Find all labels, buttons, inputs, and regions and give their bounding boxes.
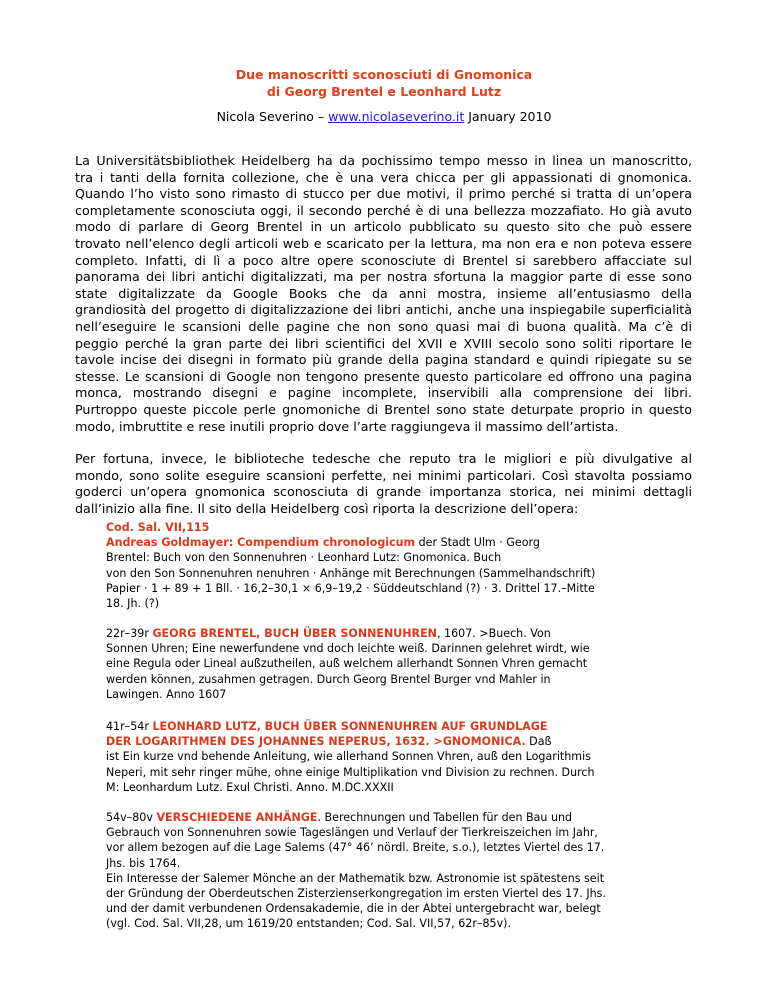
entry-line: von den Son Sonnenuhren nenuhren · Anhänge mit Berechnungen (Sammelhandschrift)	[106, 566, 596, 580]
entry-line: ist Ein kurze vnd behende Anleitung, wie allerhand Sonnen Vhren, auß den Logarithmis	[106, 750, 591, 764]
section-heading: VERSCHIEDENE ANHÄNGE	[156, 811, 318, 824]
paragraph-line: peggio perché la gran parte dei libri scientifici del XVII e XVIII secolo sono soliti riportare le	[75, 335, 692, 351]
entry-line: werden können, zusahmen getragen. Durch Georg Brentel Burger vnd Mahler in	[106, 672, 551, 686]
entry-line: Neperi, mit sehr ringer mühe, ohne einige Multiplikation vnd Division zu rechnen. Durch	[106, 765, 595, 779]
document-title-line-2: di Georg Brentel e Leonhard Lutz	[266, 84, 502, 99]
paragraph-line: panorama dei libri antichi digitalizzati, ma per nostra sfortuna la maggior parte di esse sono	[75, 269, 692, 285]
catalog-entry-header	[106, 520, 706, 611]
catalog-entry-lutz	[106, 719, 706, 795]
author-name: Nicola Severino –	[216, 109, 329, 124]
paragraph-line: monca, mostrando disegni e pagine incomplete, inservibili alla comprensione dei libri.	[75, 385, 692, 401]
entry-heading-line	[106, 626, 706, 641]
entry-line: Gebrauch von Sonnenuhren sowie Tageslängen und Verlauf der Tierkreiszeichen im Jahr,	[106, 826, 598, 840]
entry-title-line	[106, 535, 706, 550]
entry-line: vor allem bezogen auf die Lage Salems (47° 46’ nördl. Breite, s.o.), letztes Viertel des 17.	[106, 841, 605, 855]
website-link[interactable]: www.nicolaseverino.it	[328, 109, 465, 124]
paragraph-line: tavole incise dei disegni in formato più grande della pagina standard e quindi ripiegate su se	[75, 352, 692, 368]
paragraph-line: modo, imbruttite e rese inutili proprio dove l’arte raggiungeva il massimo dell’artista.	[75, 418, 619, 434]
entry-line: der Gründung der Oberdeutschen Zisterzienserkongregation im ersten Viertel des 17. Jhs.	[106, 887, 606, 901]
entry-line: Sonnen Uhren; Eine newerfundene vnd doch leichte weiß. Darinnen gelehret wirdt, wie	[106, 642, 590, 656]
paragraph-line: completamente sconosciuta oggi, il secondo perché è di una bellezza mozzafiato. Ho già avuto	[75, 202, 692, 218]
entry-heading-line	[106, 734, 706, 749]
paragraph-line: tra i tanti della fornita collezione, che è una vera chicca per gli appassionati di gnomonica.	[75, 169, 692, 185]
section-heading-rest: . Berechnungen und Tabellen für den Bau und	[317, 811, 573, 824]
paragraph-line: stesse. Le scansioni di Google non tengono presente questo particolare ed offrono una pagina	[75, 368, 692, 384]
intro-paragraph	[75, 153, 692, 435]
paragraph-line: grandiosità del progetto di digitalizzazione dei libri antichi, anche una inspiegabile superficialità	[75, 302, 692, 318]
paragraph-line: state digitalizzate da Google Books che da anni mostra, insieme all’entusiasmo della	[75, 285, 692, 301]
entry-line: Ein Interesse der Salemer Mönche an der Mathematik bzw. Astronomie ist spätestens seit	[106, 871, 605, 885]
entry-line: Lawingen. Anno 1607	[106, 687, 227, 701]
paragraph-line: trovato nell’elenco degli articoli web e scaricato per la lettura, ma non era e non poteva essere	[75, 235, 692, 251]
paragraph-line: Quando l’ho visto sono rimasto di stucco per due motivi, il primo perché si tratta di un’opera	[75, 186, 692, 202]
entry-line: Papier · 1 + 89 + 1 Bll. · 16,2–30,1 × 6,9–19,2 · Süddeutschland (?) · 3. Drittel 17.–Mitte	[106, 581, 595, 595]
entry-line: und der damit verbundenen Ordensakademie, die in der Abtei untergebracht war, belegt	[106, 902, 601, 916]
folio-range: 41r–54r	[106, 720, 153, 733]
paragraph-line: goderci un’opera gnomonica sconosciuta di grande importanza storica, nei minimi dettagli	[75, 484, 692, 500]
section-heading-cont: DER LOGARITHMEN DES JOHANNES NEPERUS, 1632. >GNOMONICA.	[106, 735, 526, 749]
entry-line: Brentel: Buch von den Sonnenuhren · Leonhard Lutz: Gnomonica. Buch	[106, 551, 502, 565]
shelfmark: Cod. Sal. VII,115	[106, 521, 210, 534]
section-heading-rest: , 1607. >Buech. Von	[436, 627, 551, 640]
catalog-entry-appendices	[106, 810, 706, 932]
paragraph-line: mondo, sono solite eseguire scansioni perfette, nei minimi particolari. Così stavolta possiamo	[75, 467, 692, 483]
section-heading: LEONHARD LUTZ, BUCH ÜBER SONNENUHREN AUF GRUNDLAGE	[152, 720, 548, 733]
document-title-line-1: Due manoscritti sconosciuti di Gnomonica	[235, 67, 533, 82]
paragraph-line: dall’inizio alla fine. Il sito della Heidelberg così riporta la descrizione dell’opera:	[75, 500, 579, 516]
paragraph-line: modo di parlare di Georg Brentel in un articolo pubblicato su questo sito che può essere	[75, 219, 692, 235]
paragraph-line: completo. Infatti, di lì a poco altre opere sconosciute di Brentel si sarebbero affacciate sul	[75, 252, 692, 268]
entry-heading-line	[106, 810, 706, 825]
paragraph-line: Per fortuna, invece, le biblioteche tedesche che reputo tra le migliori e più divulgative al	[75, 451, 692, 466]
catalog-entry-brentel	[106, 626, 706, 702]
entry-line: eine Regula oder Lineal außzutheilen, auß welchem allerhandt Sonnen Vhren gemacht	[106, 657, 588, 671]
date-text: January 2010	[464, 109, 552, 124]
entry-line: 18. Jh. (?)	[106, 597, 160, 611]
paragraph-line: Purtroppo queste piccole perle gnomoniche di Brentel sono state deturpate proprio in questo	[75, 401, 692, 417]
byline	[0, 108, 768, 125]
entry-line: M: Leonhardum Lutz. Exul Christi. Anno. M.DC.XXXII	[106, 780, 394, 794]
work-title-rest: der Stadt Ulm · Georg	[415, 536, 540, 550]
folio-range: 54v–80v	[106, 811, 157, 824]
entry-line: Jhs. bis 1764.	[106, 856, 181, 870]
paragraph-line: nell’eseguire le scansioni delle pagine che non sono quasi mai di buona qualità. Ma c’è di	[75, 318, 692, 334]
folio-range: 22r–39r	[106, 627, 153, 640]
work-title: Andreas Goldmayer: Compendium chronologicum	[106, 536, 416, 550]
entry-heading-line	[106, 719, 706, 734]
entry-line: (vgl. Cod. Sal. VII,28, um 1619/20 entstanden; Cod. Sal. VII,57, 62r–85v).	[106, 917, 511, 931]
section-heading-rest: Daß	[525, 735, 552, 749]
paragraph-line: La Universitätsbibliothek Heidelberg ha da pochissimo tempo messo in linea un manoscritto,	[75, 153, 692, 168]
section-heading: GEORG BRENTEL, BUCH ÜBER SONNENUHREN	[152, 627, 437, 640]
second-paragraph	[75, 451, 692, 517]
